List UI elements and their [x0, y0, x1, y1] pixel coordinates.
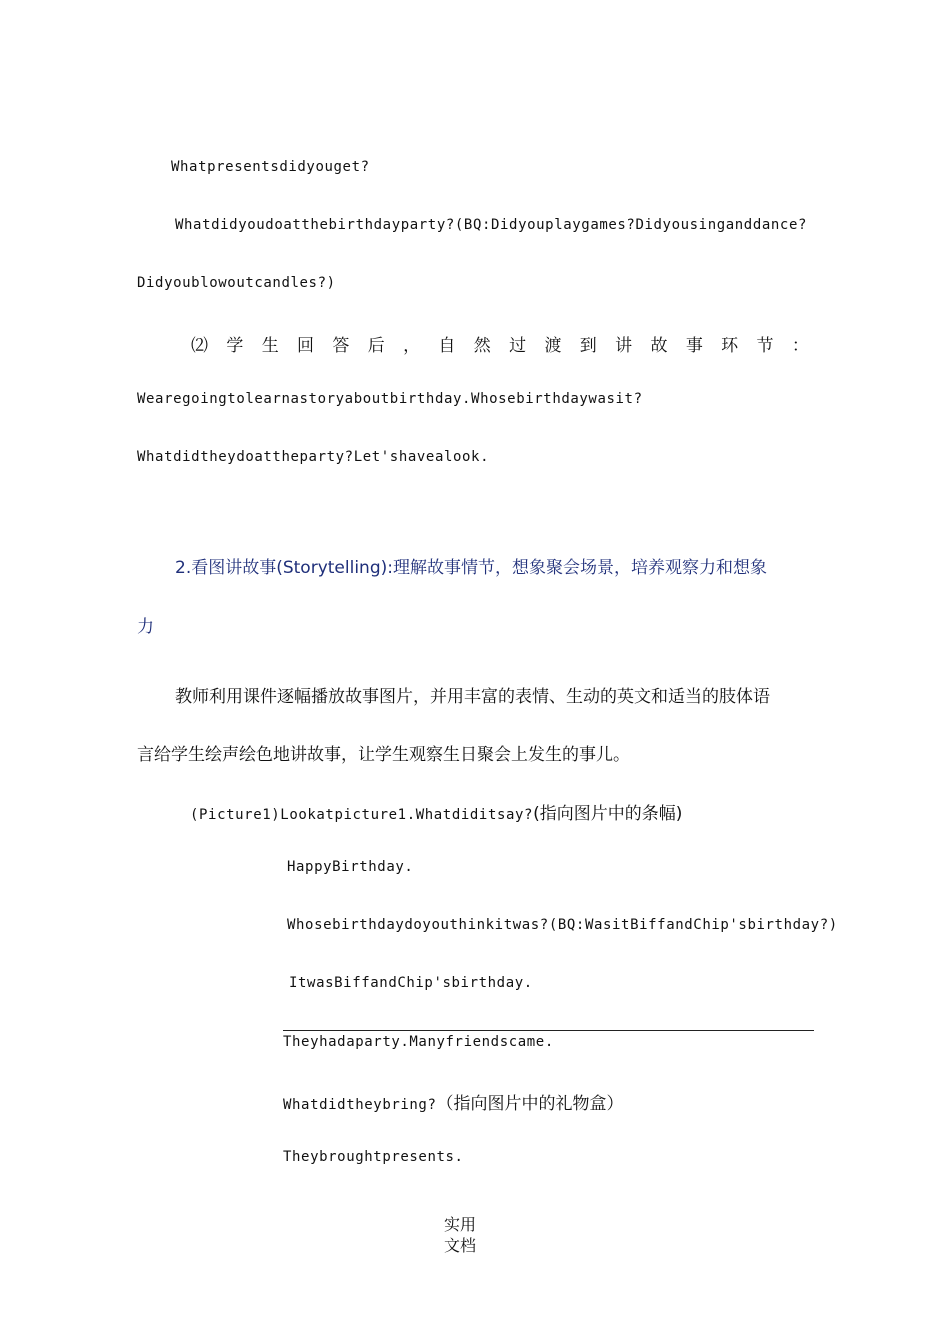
teacher-paragraph: 教师利用课件逐幅播放故事图片，并用丰富的表情、生动的英文和适当的肢体语 [175, 687, 770, 707]
char: 后 [367, 336, 385, 356]
whose-birthday-answer: ItwasBiffandChip'sbirthday. [289, 975, 533, 991]
footer-line: 实用 [443, 1215, 476, 1234]
bring-note: （指向图片中的礼物盒） [436, 1094, 624, 1114]
banner-answer: HappyBirthday. [287, 859, 414, 875]
party-statement: Theyhadaparty.Manyfriendscame. [283, 1034, 554, 1050]
picture1-prompt [190, 799, 682, 824]
char: 故 [650, 336, 668, 356]
char: 然 [473, 336, 491, 356]
story-intro: Wearegoingtolearnastoryaboutbirthday.Whosebirthdaywasit? [137, 391, 643, 407]
bring-question: Whatdidtheybring? [283, 1097, 437, 1113]
picture1-question: (Picture1)Lookatpicture1.Whatdiditsay? [190, 807, 534, 823]
question-candles: Didyoublowoutcandles?) [137, 275, 336, 291]
horizontal-rule [283, 1030, 814, 1031]
char: 事 [685, 336, 703, 356]
bring-prompt [283, 1089, 624, 1114]
question-presents: Whatpresentsdidyouget? [171, 159, 370, 175]
char: ： [791, 336, 809, 356]
char: 自 [438, 336, 456, 356]
char: 生 [261, 336, 279, 356]
char: ， [403, 336, 421, 356]
story-intro-question: Whatdidtheydoattheparty?Let'shavealook. [137, 449, 490, 465]
section-heading: 2.看图讲故事(Storytelling):理解故事情节，想象聚会场景，培养观察力和想象 [175, 558, 767, 578]
char: 环 [721, 336, 739, 356]
char: 过 [509, 336, 527, 356]
footer-line: 文档 [443, 1236, 476, 1255]
char: 讲 [615, 336, 633, 356]
section-heading-continued: 力 [137, 617, 154, 637]
char: 学 [226, 336, 244, 356]
transition-instruction [191, 331, 809, 356]
char: ⑵ [191, 336, 208, 356]
question-party-activities: Whatdidyoudoatthebirthdayparty?(BQ:Didyouplaygames?Didyousinganddance? [175, 217, 808, 233]
page-footer [440, 1214, 480, 1256]
presents-answer: Theybroughtpresents. [283, 1149, 464, 1165]
char: 渡 [544, 336, 562, 356]
char: 节 [756, 336, 774, 356]
char: 到 [579, 336, 597, 356]
char: 答 [332, 336, 350, 356]
teacher-paragraph-continued: 言给学生绘声绘色地讲故事，让学生观察生日聚会上发生的事儿。 [137, 745, 630, 765]
picture1-note: (指向图片中的条幅) [533, 804, 683, 824]
char: 回 [297, 336, 315, 356]
whose-birthday-question: Whosebirthdaydoyouthinkitwas?(BQ:WasitBiffandChip'sbirthday?) [287, 917, 838, 933]
